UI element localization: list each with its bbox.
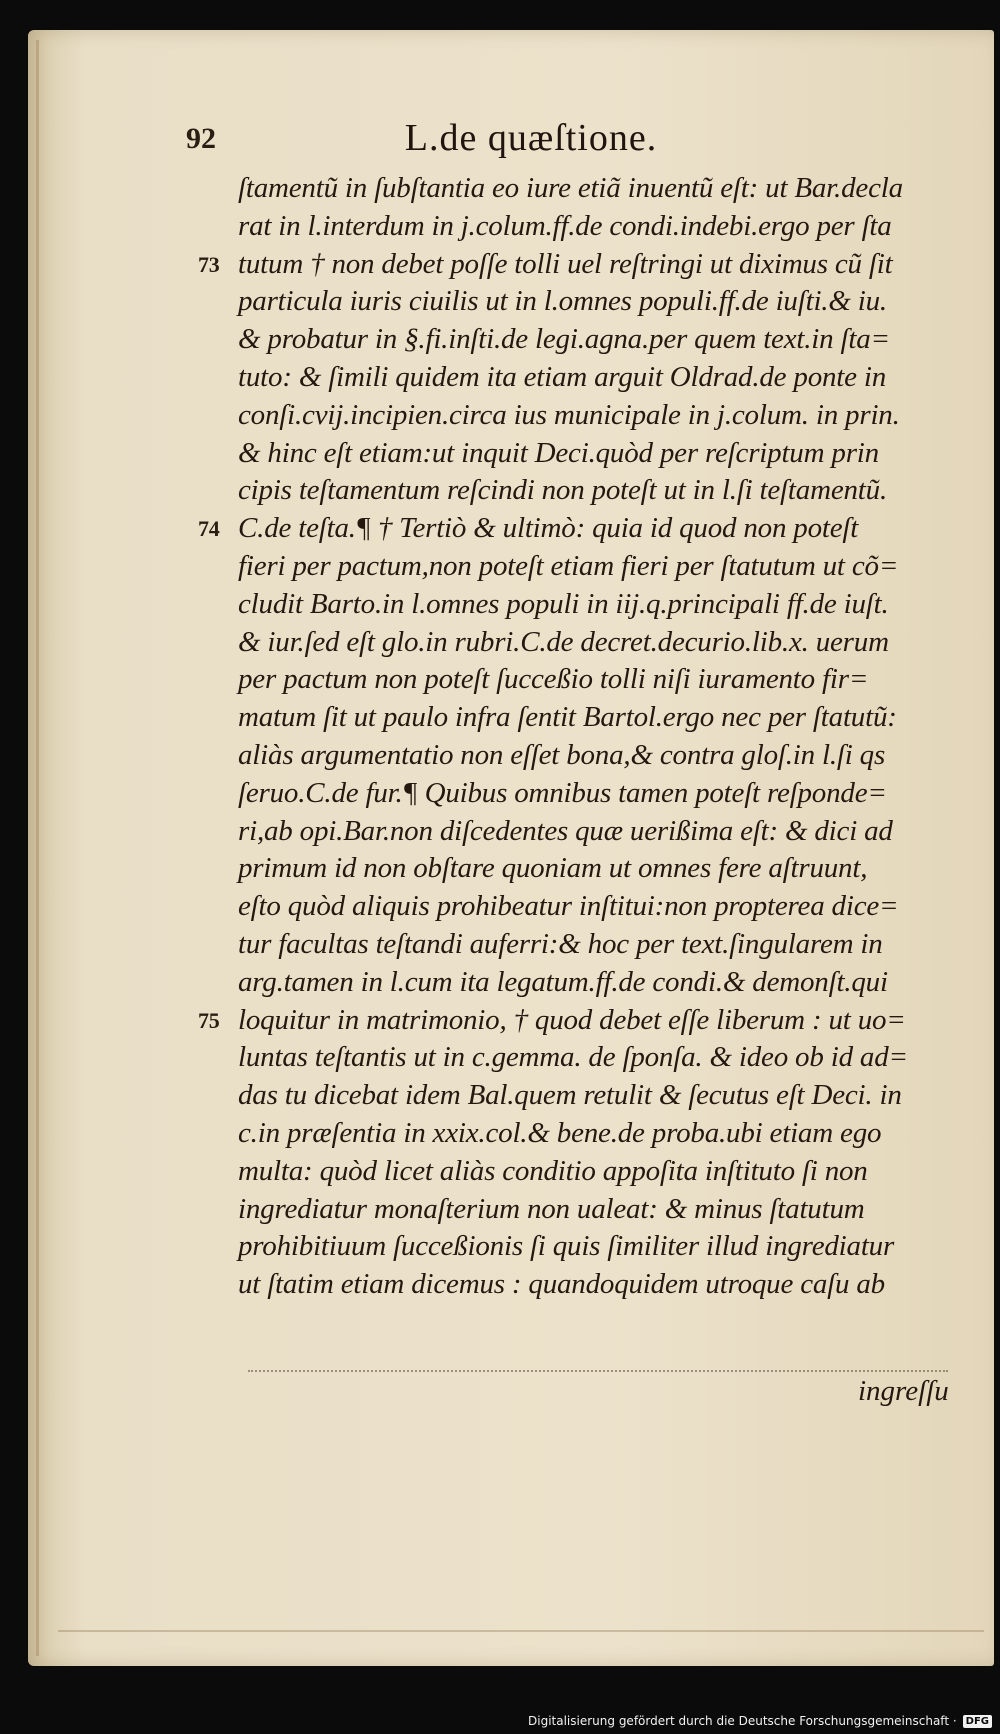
line-text: cludit Barto.in l.omnes populi in iij.q.principali ff.de iuſt. [238, 587, 889, 620]
line-text: & probatur in §.fi.inſti.de legi.agna.per quem text.in ſta= [238, 323, 890, 356]
line-text: ingrediatur monaſterium non ualeat: & minus ſtatutum [238, 1192, 865, 1225]
line-text: multa: quòd licet aliàs conditio appoſita inſtituto ſi non [238, 1154, 868, 1187]
book-page [28, 30, 994, 1666]
text-line [238, 170, 963, 208]
line-text: matum ſit ut paulo infra ſentit Bartol.ergo nec per ſtatutũ: [238, 701, 897, 734]
text-line [238, 321, 963, 359]
text-line [238, 1115, 963, 1153]
line-text: aliàs argumentatio non eſſet bona,& contra gloſ.in l.ſi qs [238, 738, 886, 771]
page-gutter-shadow [36, 40, 39, 1656]
credit-text: Digitalisierung gefördert durch die Deutsche Forschungsgemeinschaft · [528, 1714, 957, 1728]
catchword: ingreſſu [858, 1375, 949, 1407]
text-line [238, 1266, 963, 1304]
line-text: c.in præſentia in xxix.col.& bene.de proba.ubi etiam ego [238, 1116, 882, 1149]
line-text: ſtamentũ in ſubſtantia eo iure etiã inuentũ eſt: ut Bar.decla [238, 172, 903, 204]
line-text: conſi.cvij.incipien.circa ius municipale in j.colum. in prin. [238, 398, 900, 431]
line-text: rat in l.interdum in j.colum.ff.de condi.indebi.ergo per ſta [238, 209, 892, 242]
line-text: arg.tamen in l.cum ita legatum.ff.de condi.& demonſt.qui [238, 965, 888, 998]
line-text: loquitur in matrimonio, † quod debet eſſe liberum : ut uo= [238, 1003, 906, 1036]
text-line [238, 359, 963, 397]
marginal-number: 73 [198, 251, 220, 277]
text-line [238, 1191, 963, 1229]
text-line [238, 1153, 963, 1191]
text-line [238, 813, 963, 851]
line-text: tur facultas teſtandi auferri:& hoc per text.ſingularem in [238, 927, 883, 960]
text-line [238, 472, 963, 510]
digitization-credit [528, 1714, 992, 1728]
text-line [238, 661, 963, 699]
text-line [238, 548, 963, 586]
line-text: fieri per pactum,non poteſt etiam fieri per ſtatutum ut cõ= [238, 549, 899, 582]
text-line [238, 737, 963, 775]
text-line [238, 208, 963, 246]
marginal-number: 75 [198, 1007, 220, 1033]
line-text: tutum † non debet poſſe tolli uel reſtringi ut diximus cũ ſit [238, 247, 893, 280]
text-line [238, 586, 963, 624]
text-line [238, 926, 963, 964]
ink-smudge-line [248, 1370, 948, 1378]
text-line [238, 283, 963, 321]
line-text: ſeruo.C.de fur.¶ Quibus omnibus tamen poteſt reſponde= [238, 776, 887, 809]
line-text: & iur.ſed eſt glo.in rubri.C.de decret.decurio.lib.x. uerum [238, 625, 889, 658]
text-line [238, 964, 963, 1002]
body-text [198, 170, 963, 1304]
text-line [238, 1077, 963, 1115]
text-line [238, 1228, 963, 1266]
line-text: ut ſtatim etiam dicemus : quandoquidem utroque caſu ab [238, 1268, 885, 1301]
line-text: & hinc eſt etiam:ut inquit Deci.quòd per reſcriptum prin [238, 436, 879, 469]
line-text: primum id non obſtare quoniam ut omnes fere aſtruunt, [238, 852, 868, 885]
line-text: cipis teſtamentum reſcindi non poteſt ut in l.ſi teſtamentũ. [238, 474, 887, 507]
line-text: particula iuris ciuilis ut in l.omnes populi.ff.de iuſti.& iu. [238, 285, 887, 318]
running-head: L.de quæſtione. [404, 117, 658, 159]
text-line [238, 775, 963, 813]
text-line [238, 624, 963, 662]
line-text: luntas teſtantis ut in c.gemma. de ſponſa. & ideo ob id ad= [238, 1041, 908, 1074]
page-header [28, 116, 994, 166]
line-text: per pactum non poteſt ſucceßio tolli niſi iuramento fir= [238, 663, 869, 696]
text-line [238, 1039, 963, 1077]
line-text: prohibitiuum ſucceßionis ſi quis ſimiliter illud ingrediatur [238, 1230, 895, 1263]
line-text: ri,ab opi.Bar.non diſcedentes quæ uerißima eſt: & dici ad [238, 814, 893, 847]
text-line [238, 699, 963, 737]
text-line [238, 888, 963, 926]
text-line [198, 1002, 963, 1040]
text-line [238, 850, 963, 888]
text-line [238, 397, 963, 435]
dfg-logo: DFG [963, 1715, 992, 1728]
page-fold-line [58, 1630, 984, 1632]
page-number: 92 [186, 122, 216, 155]
line-text: tuto: & ſimili quidem ita etiam arguit Oldrad.de ponte in [238, 360, 887, 393]
text-line [198, 246, 963, 284]
line-text: eſto quòd aliquis prohibeatur inſtitui:non propterea dice= [238, 890, 899, 923]
text-line [238, 435, 963, 473]
text-line [198, 510, 963, 548]
line-text: das tu dicebat idem Bal.quem retulit & ſecutus eſt Deci. in [238, 1079, 902, 1112]
line-text: C.de teſta.¶ † Tertiò & ultimò: quia id quod non poteſt [238, 512, 859, 545]
marginal-number: 74 [198, 516, 220, 542]
